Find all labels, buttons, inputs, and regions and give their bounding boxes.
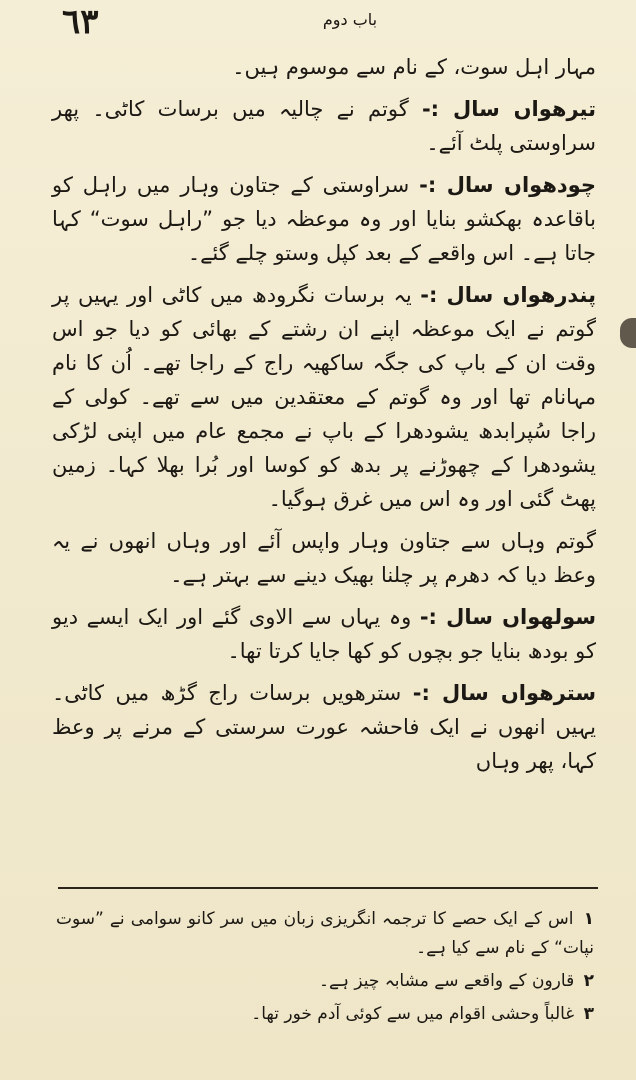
- year-heading: پندرھواں سال :-: [420, 283, 596, 307]
- footnote-mark: ۱: [583, 909, 595, 929]
- binding-edge-mark: [620, 318, 636, 348]
- paragraph-text: سراوستی کے جتاون وہار میں راہل کو باقاعدہ بھکشو بنایا اور وہ موعظہ دیا جو ”راہل سوت“ کہا جاتا ہے۔ اس واقعے کے بعد کپل وستو چلے گئے۔: [52, 173, 596, 265]
- footnote: [56, 905, 594, 963]
- footnote-mark: ۳: [583, 1004, 594, 1024]
- footnote: [56, 967, 594, 996]
- footnote-mark: ۲: [583, 971, 594, 991]
- footnote-divider: [58, 887, 598, 889]
- paragraph: [52, 600, 596, 668]
- paragraph-text: سترھویں برسات راج گڑھ میں کاٹی۔ یہیں انھوں نے ایک فاحشہ عورت سرستی کے مرنے پر وعظ کہا، پھر وہاں: [52, 681, 596, 773]
- year-heading: سترھواں سال :-: [412, 681, 596, 705]
- paragraph: [52, 676, 596, 778]
- footnote-text: اس کے ایک حصے کا ترجمہ انگریزی زبان میں سر کانو سوامی نے ”سوت نپات“ کے نام سے کیا ہے۔: [56, 909, 594, 958]
- paragraph: [52, 278, 596, 516]
- paragraph: [52, 50, 596, 84]
- paragraph-text: یہ برسات نگرودھ میں کاٹی اور یہیں پر گوتم نے ایک موعظہ اپنے ان رشتے کے بھائی کو دیا جو اس وقت ان کے باپ کی جگہ ساکھیہ راج کے راجا تھے۔ اُن کا نام مہانام تھا اور وہ گوتم کے معتقدین میں سے تھے۔ کولی کے راجا سُپرابدھ یشودھرا کے باپ نے مجمع عام میں اپنی لڑکی یشودھرا کے چھوڑنے پر بدھ کو کوسا اور بُرا بھلا کہا۔ زمین پھٹ گئی اور وہ اس میں غرق ہوگیا۔: [52, 283, 596, 511]
- running-head: باب دوم: [322, 10, 378, 29]
- footnote: [56, 1000, 594, 1029]
- year-heading: تیرھواں سال :-: [421, 97, 596, 121]
- paragraph: [52, 524, 596, 592]
- page-number: ٦٣: [62, 2, 99, 42]
- paragraph-text: گوتم وہاں سے جتاون وہار واپس آئے اور وہاں انھوں نے یہ وعظ دیا کہ دھرم پر چلنا بھیک دینے سے بہتر ہے۔: [52, 529, 596, 587]
- paragraph-text: وہ یہاں سے الاوی گئے اور ایک ایسے دیو کو بودھ بنایا جو بچوں کو کھا جایا کرتا تھا۔: [52, 605, 596, 663]
- body-text: [52, 50, 596, 786]
- footnote-text: قارون کے واقعے سے مشابہ چیز ہے۔: [319, 971, 575, 991]
- footnote-text: غالباً وحشی اقوام میں سے کوئی آدم خور تھا۔: [251, 1004, 575, 1024]
- paragraph: [52, 92, 596, 160]
- year-heading: چودھواں سال :-: [419, 173, 596, 197]
- year-heading: سولھواں سال :-: [419, 605, 596, 629]
- paragraph-text: مہار اہل سوت، کے نام سے موسوم ہیں۔: [232, 55, 596, 79]
- paragraph: [52, 168, 596, 270]
- footnotes: [56, 905, 594, 1033]
- paragraph-text: گوتم نے چالیہ میں برسات کاٹی۔ پھر سراوستی پلٹ آئے۔: [52, 97, 596, 155]
